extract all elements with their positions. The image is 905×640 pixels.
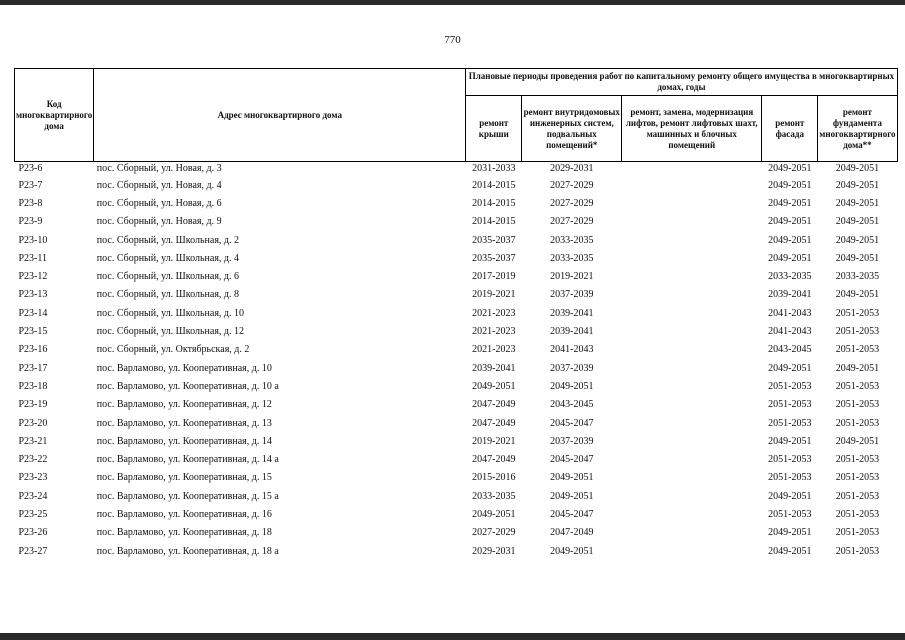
cell-roof: 2027-2029 [472, 527, 516, 539]
table-row [15, 432, 898, 450]
cell-roof: 2014-2015 [472, 179, 516, 191]
cell-address: пос. Варламово, ул. Кооперативная, д. 15 а [96, 490, 279, 502]
table-row [15, 542, 898, 560]
scan-bottom-border [0, 633, 905, 640]
cell-foundation: 2051-2053 [835, 527, 880, 539]
table-header [15, 69, 898, 162]
header-facade: ремонт фасада [762, 96, 818, 162]
cell-roof: 2035-2037 [472, 234, 516, 246]
cell-lifts [622, 231, 762, 249]
cell-code: Р23-19 [18, 399, 48, 411]
table-body [15, 162, 898, 561]
table-row [15, 286, 898, 304]
cell-facade: 2049-2051 [768, 163, 812, 174]
cell-foundation: 2033-2035 [835, 271, 880, 283]
table-row [15, 505, 898, 523]
cell-systems: 2043-2045 [550, 399, 594, 411]
cell-address: пос. Варламово, ул. Кооперативная, д. 16 [96, 508, 272, 520]
cell-foundation: 2051-2053 [835, 454, 880, 466]
cell-address: пос. Сборный, ул. Новая, д. 6 [96, 197, 222, 209]
cell-roof: 2047-2049 [472, 454, 516, 466]
header-foundation: ремонт фундамента многоквартирного дома** [818, 96, 897, 162]
cell-address: пос. Варламово, ул. Кооперативная, д. 13 [96, 417, 272, 429]
cell-address: пос. Сборный, ул. Школьная, д. 4 [96, 252, 240, 264]
cell-code: Р23-20 [18, 417, 48, 429]
cell-lifts [622, 377, 762, 395]
table-row [15, 524, 898, 542]
cell-roof: 2033-2035 [472, 490, 516, 502]
table-row [15, 396, 898, 414]
cell-lifts [622, 322, 762, 340]
cell-roof: 2021-2023 [472, 344, 516, 356]
cell-lifts [622, 524, 762, 542]
cell-roof: 2031-2033 [472, 163, 516, 174]
cell-lifts [622, 359, 762, 377]
cell-foundation: 2051-2053 [835, 490, 880, 502]
header-roof: ремонт крыши [466, 96, 522, 162]
cell-systems: 2037-2039 [550, 435, 594, 447]
cell-lifts [622, 176, 762, 194]
cell-foundation: 2051-2053 [835, 472, 880, 484]
cell-code: Р23-10 [18, 234, 48, 246]
cell-facade: 2051-2053 [768, 472, 812, 484]
cell-roof: 2035-2037 [472, 252, 516, 264]
cell-foundation: 2051-2053 [835, 307, 880, 319]
cell-roof: 2021-2023 [472, 307, 516, 319]
cell-lifts [622, 542, 762, 560]
cell-code: Р23-22 [18, 454, 48, 466]
cell-address: пос. Варламово, ул. Кооперативная, д. 15 [96, 472, 272, 484]
cell-facade: 2033-2035 [768, 271, 812, 283]
cell-address: пос. Сборный, ул. Школьная, д. 8 [96, 289, 240, 301]
cell-foundation: 2051-2053 [835, 344, 880, 356]
cell-roof: 2014-2015 [472, 197, 516, 209]
cell-roof: 2039-2041 [472, 362, 516, 374]
cell-systems: 2039-2041 [550, 307, 594, 319]
cell-systems: 2049-2051 [550, 545, 594, 557]
cell-systems: 2033-2035 [550, 234, 594, 246]
cell-code: Р23-16 [18, 344, 48, 356]
cell-facade: 2049-2051 [768, 490, 812, 502]
cell-code: Р23-25 [18, 508, 48, 520]
cell-systems: 2049-2051 [550, 490, 594, 502]
cell-address: пос. Варламово, ул. Кооперативная, д. 14 [96, 435, 272, 447]
cell-roof: 2019-2021 [472, 289, 516, 301]
table-row [15, 231, 898, 249]
cell-address: пос. Сборный, ул. Новая, д. 3 [96, 163, 222, 174]
cell-code: Р23-27 [18, 545, 48, 557]
cell-code: Р23-13 [18, 289, 48, 301]
cell-foundation: 2049-2051 [835, 216, 880, 228]
cell-facade: 2051-2053 [768, 417, 812, 429]
cell-systems: 2039-2041 [550, 326, 594, 338]
cell-systems: 2037-2039 [550, 362, 594, 374]
table-row [15, 213, 898, 231]
cell-code: Р23-15 [18, 326, 48, 338]
table-row [15, 341, 898, 359]
cell-address: пос. Сборный, ул. Школьная, д. 2 [96, 234, 240, 246]
cell-facade: 2051-2053 [768, 508, 812, 520]
cell-facade: 2041-2043 [768, 307, 812, 319]
cell-code: Р23-12 [18, 271, 48, 283]
cell-facade: 2051-2053 [768, 399, 812, 411]
cell-lifts [622, 487, 762, 505]
cell-lifts [622, 469, 762, 487]
cell-facade: 2049-2051 [768, 362, 812, 374]
table-row [15, 267, 898, 285]
cell-code: Р23-8 [18, 197, 43, 209]
cell-systems: 2049-2051 [550, 380, 594, 392]
cell-address: пос. Варламово, ул. Кооперативная, д. 12 [96, 399, 272, 411]
table-row [15, 450, 898, 468]
header-code: Код многоквартирного дома [15, 69, 94, 162]
cell-roof: 2015-2016 [472, 472, 516, 484]
cell-facade: 2049-2051 [768, 252, 812, 264]
cell-code: Р23-14 [18, 307, 48, 319]
cell-foundation: 2051-2053 [835, 380, 880, 392]
cell-lifts [622, 505, 762, 523]
table-row [15, 249, 898, 267]
cell-foundation: 2049-2051 [835, 362, 880, 374]
cell-facade: 2049-2051 [768, 435, 812, 447]
page-number: 770 [444, 34, 461, 46]
scan-top-border [0, 0, 905, 5]
cell-lifts [622, 249, 762, 267]
cell-roof: 2019-2021 [472, 435, 516, 447]
cell-foundation: 2049-2051 [835, 179, 880, 191]
cell-address: пос. Сборный, ул. Школьная, д. 6 [96, 271, 240, 283]
header-lifts: ремонт, замена, модернизация лифтов, ремонт лифтовых шахт, машинных и блочных помещений [622, 96, 762, 162]
header-systems: ремонт внутридомовых инженерных систем, подвальных помещений* [522, 96, 622, 162]
cell-systems: 2047-2049 [550, 527, 594, 539]
cell-code: Р23-7 [18, 179, 43, 191]
table-row [15, 304, 898, 322]
cell-lifts [622, 267, 762, 285]
cell-foundation: 2049-2051 [835, 289, 880, 301]
cell-code: Р23-9 [18, 216, 43, 228]
cell-lifts [622, 450, 762, 468]
cell-foundation: 2049-2051 [835, 252, 880, 264]
cell-address: пос. Сборный, ул. Новая, д. 9 [96, 216, 222, 228]
cell-systems: 2037-2039 [550, 289, 594, 301]
table-row [15, 162, 898, 177]
cell-roof: 2049-2051 [472, 508, 516, 520]
cell-lifts [622, 213, 762, 231]
cell-foundation: 2051-2053 [835, 508, 880, 520]
cell-facade: 2049-2051 [768, 527, 812, 539]
cell-address: пос. Сборный, ул. Новая, д. 4 [96, 179, 222, 191]
cell-systems: 2019-2021 [550, 271, 594, 283]
cell-roof: 2021-2023 [472, 326, 516, 338]
cell-systems: 2027-2029 [550, 179, 594, 191]
cell-foundation: 2051-2053 [835, 326, 880, 338]
cell-facade: 2051-2053 [768, 454, 812, 466]
cell-roof: 2017-2019 [472, 271, 516, 283]
cell-systems: 2045-2047 [550, 417, 594, 429]
cell-code: Р23-17 [18, 362, 48, 374]
cell-lifts [622, 286, 762, 304]
cell-facade: 2049-2051 [768, 216, 812, 228]
cell-address: пос. Сборный, ул. Октябрьская, д. 2 [96, 344, 250, 356]
cell-systems: 2045-2047 [550, 454, 594, 466]
cell-address: пос. Варламово, ул. Кооперативная, д. 10 [96, 362, 272, 374]
cell-foundation: 2049-2051 [835, 435, 880, 447]
header-periods: Плановые периоды проведения работ по капитальному ремонту общего имущества в многоквартирных домах, годы [466, 69, 897, 96]
table-row [15, 359, 898, 377]
cell-systems: 2041-2043 [550, 344, 594, 356]
table-row [15, 322, 898, 340]
cell-roof: 2014-2015 [472, 216, 516, 228]
cell-lifts [622, 341, 762, 359]
cell-code: Р23-21 [18, 435, 48, 447]
cell-foundation: 2051-2053 [835, 399, 880, 411]
table-row [15, 194, 898, 212]
table-row [15, 469, 898, 487]
cell-roof: 2049-2051 [472, 380, 516, 392]
cell-foundation: 2049-2051 [835, 234, 880, 246]
cell-systems: 2027-2029 [550, 216, 594, 228]
cell-facade: 2039-2041 [768, 289, 812, 301]
table-row [15, 414, 898, 432]
cell-facade: 2049-2051 [768, 197, 812, 209]
cell-code: Р23-18 [18, 380, 48, 392]
cell-systems: 2033-2035 [550, 252, 594, 264]
cell-lifts [622, 304, 762, 322]
capital-repair-table [14, 68, 898, 560]
cell-foundation: 2049-2051 [835, 197, 880, 209]
cell-systems: 2045-2047 [550, 508, 594, 520]
cell-code: Р23-23 [18, 472, 48, 484]
header-address: Адрес многоквартирного дома [94, 69, 466, 162]
cell-code: Р23-6 [18, 163, 43, 174]
cell-systems: 2029-2031 [550, 163, 594, 174]
table-row [15, 176, 898, 194]
table-row [15, 377, 898, 395]
cell-facade: 2051-2053 [768, 380, 812, 392]
cell-code: Р23-26 [18, 527, 48, 539]
cell-address: пос. Варламово, ул. Кооперативная, д. 18 а [96, 545, 279, 557]
cell-foundation: 2051-2053 [835, 545, 880, 557]
cell-systems: 2027-2029 [550, 197, 594, 209]
cell-foundation: 2051-2053 [835, 417, 880, 429]
cell-lifts [622, 162, 762, 177]
cell-lifts [622, 396, 762, 414]
cell-facade: 2049-2051 [768, 545, 812, 557]
cell-lifts [622, 414, 762, 432]
cell-code: Р23-11 [18, 252, 48, 264]
cell-facade: 2049-2051 [768, 179, 812, 191]
cell-address: пос. Сборный, ул. Школьная, д. 12 [96, 326, 245, 338]
cell-address: пос. Варламово, ул. Кооперативная, д. 14 а [96, 454, 279, 466]
cell-address: пос. Варламово, ул. Кооперативная, д. 10 а [96, 380, 279, 392]
cell-address: пос. Варламово, ул. Кооперативная, д. 18 [96, 527, 272, 539]
cell-roof: 2047-2049 [472, 399, 516, 411]
cell-roof: 2029-2031 [472, 545, 516, 557]
cell-lifts [622, 432, 762, 450]
cell-roof: 2047-2049 [472, 417, 516, 429]
cell-facade: 2041-2043 [768, 326, 812, 338]
cell-facade: 2043-2045 [768, 344, 812, 356]
cell-systems: 2049-2051 [550, 472, 594, 484]
cell-code: Р23-24 [18, 490, 48, 502]
cell-foundation: 2049-2051 [835, 163, 880, 174]
table-row [15, 487, 898, 505]
cell-address: пос. Сборный, ул. Школьная, д. 10 [96, 307, 245, 319]
cell-facade: 2049-2051 [768, 234, 812, 246]
cell-lifts [622, 194, 762, 212]
